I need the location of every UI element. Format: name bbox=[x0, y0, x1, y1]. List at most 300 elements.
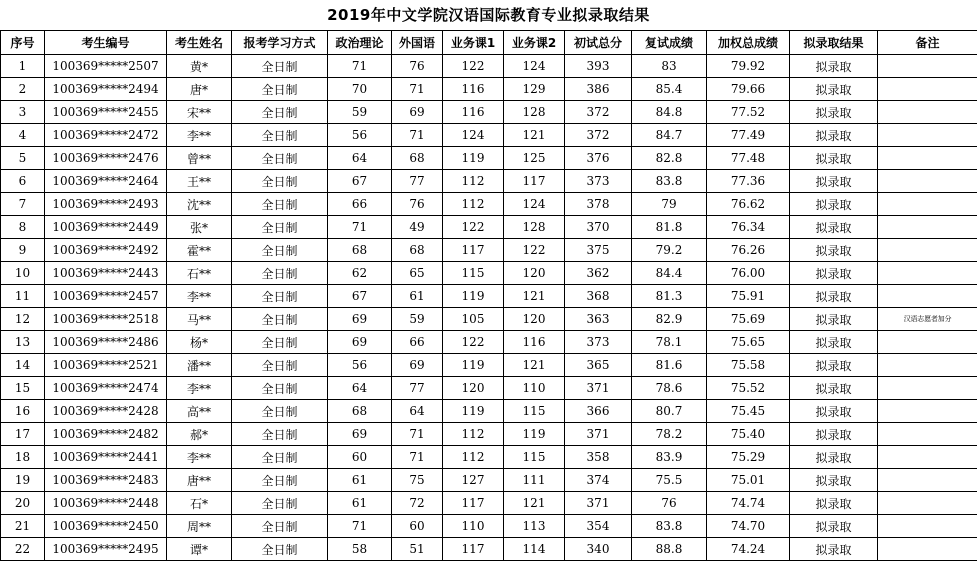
cell-retest-score: 83 bbox=[632, 55, 707, 78]
cell-foreign-lang: 68 bbox=[392, 239, 443, 262]
cell-retest-score: 83.8 bbox=[632, 515, 707, 538]
cell-foreign-lang: 64 bbox=[392, 400, 443, 423]
cell-exam-id: 100369*****2495 bbox=[45, 538, 167, 561]
cell-seq: 5 bbox=[1, 147, 45, 170]
cell-weighted-total: 77.52 bbox=[707, 101, 790, 124]
cell-seq: 6 bbox=[1, 170, 45, 193]
cell-result: 拟录取 bbox=[790, 492, 878, 515]
cell-prelim-total: 371 bbox=[565, 423, 632, 446]
cell-study-mode: 全日制 bbox=[232, 331, 328, 354]
cell-result: 拟录取 bbox=[790, 239, 878, 262]
cell-politics: 64 bbox=[328, 377, 392, 400]
cell-subject1: 117 bbox=[443, 492, 504, 515]
cell-seq: 11 bbox=[1, 285, 45, 308]
cell-seq: 12 bbox=[1, 308, 45, 331]
cell-remarks bbox=[878, 170, 977, 193]
table-row bbox=[1, 78, 977, 101]
cell-weighted-total: 76.26 bbox=[707, 239, 790, 262]
cell-foreign-lang: 77 bbox=[392, 170, 443, 193]
cell-politics: 66 bbox=[328, 193, 392, 216]
table-row bbox=[1, 239, 977, 262]
cell-study-mode: 全日制 bbox=[232, 446, 328, 469]
cell-seq: 4 bbox=[1, 124, 45, 147]
cell-retest-score: 81.8 bbox=[632, 216, 707, 239]
header-col-foreign-lang: 外国语 bbox=[392, 31, 443, 55]
cell-foreign-lang: 60 bbox=[392, 515, 443, 538]
cell-result: 拟录取 bbox=[790, 308, 878, 331]
table-row bbox=[1, 170, 977, 193]
cell-weighted-total: 75.45 bbox=[707, 400, 790, 423]
cell-retest-score: 82.8 bbox=[632, 147, 707, 170]
cell-foreign-lang: 75 bbox=[392, 469, 443, 492]
cell-study-mode: 全日制 bbox=[232, 78, 328, 101]
cell-subject1: 122 bbox=[443, 216, 504, 239]
table-row bbox=[1, 55, 977, 78]
cell-remarks bbox=[878, 124, 977, 147]
cell-result: 拟录取 bbox=[790, 216, 878, 239]
cell-name: 张* bbox=[167, 216, 232, 239]
cell-weighted-total: 77.36 bbox=[707, 170, 790, 193]
header-row bbox=[1, 31, 977, 55]
cell-retest-score: 78.6 bbox=[632, 377, 707, 400]
cell-foreign-lang: 49 bbox=[392, 216, 443, 239]
cell-foreign-lang: 66 bbox=[392, 331, 443, 354]
cell-subject2: 121 bbox=[504, 124, 565, 147]
table-row bbox=[1, 423, 977, 446]
cell-study-mode: 全日制 bbox=[232, 216, 328, 239]
cell-remarks: 汉语志愿者加分 bbox=[878, 308, 977, 331]
cell-retest-score: 82.9 bbox=[632, 308, 707, 331]
cell-study-mode: 全日制 bbox=[232, 124, 328, 147]
cell-remarks bbox=[878, 193, 977, 216]
cell-remarks bbox=[878, 538, 977, 561]
cell-name: 李** bbox=[167, 124, 232, 147]
cell-subject2: 116 bbox=[504, 331, 565, 354]
cell-retest-score: 79 bbox=[632, 193, 707, 216]
cell-remarks bbox=[878, 331, 977, 354]
cell-name: 高** bbox=[167, 400, 232, 423]
cell-politics: 56 bbox=[328, 124, 392, 147]
cell-prelim-total: 375 bbox=[565, 239, 632, 262]
cell-subject2: 122 bbox=[504, 239, 565, 262]
cell-politics: 60 bbox=[328, 446, 392, 469]
cell-weighted-total: 75.29 bbox=[707, 446, 790, 469]
cell-study-mode: 全日制 bbox=[232, 469, 328, 492]
cell-weighted-total: 76.34 bbox=[707, 216, 790, 239]
cell-weighted-total: 75.52 bbox=[707, 377, 790, 400]
cell-retest-score: 84.7 bbox=[632, 124, 707, 147]
cell-weighted-total: 75.58 bbox=[707, 354, 790, 377]
cell-weighted-total: 77.48 bbox=[707, 147, 790, 170]
cell-result: 拟录取 bbox=[790, 446, 878, 469]
cell-subject2: 128 bbox=[504, 101, 565, 124]
cell-study-mode: 全日制 bbox=[232, 262, 328, 285]
cell-remarks bbox=[878, 216, 977, 239]
header-col-remarks: 备注 bbox=[878, 31, 977, 55]
cell-exam-id: 100369*****2483 bbox=[45, 469, 167, 492]
cell-politics: 61 bbox=[328, 492, 392, 515]
table-row bbox=[1, 285, 977, 308]
cell-result: 拟录取 bbox=[790, 354, 878, 377]
cell-subject1: 116 bbox=[443, 101, 504, 124]
cell-politics: 71 bbox=[328, 55, 392, 78]
cell-study-mode: 全日制 bbox=[232, 492, 328, 515]
cell-remarks bbox=[878, 446, 977, 469]
cell-retest-score: 88.8 bbox=[632, 538, 707, 561]
header-col-result: 拟录取结果 bbox=[790, 31, 878, 55]
cell-exam-id: 100369*****2441 bbox=[45, 446, 167, 469]
cell-retest-score: 81.3 bbox=[632, 285, 707, 308]
table-row bbox=[1, 515, 977, 538]
cell-weighted-total: 74.74 bbox=[707, 492, 790, 515]
cell-subject2: 125 bbox=[504, 147, 565, 170]
cell-politics: 69 bbox=[328, 331, 392, 354]
cell-prelim-total: 362 bbox=[565, 262, 632, 285]
cell-subject2: 124 bbox=[504, 193, 565, 216]
cell-name: 马** bbox=[167, 308, 232, 331]
header-col-retest-score: 复试成绩 bbox=[632, 31, 707, 55]
cell-name: 谭* bbox=[167, 538, 232, 561]
cell-retest-score: 83.8 bbox=[632, 170, 707, 193]
header-col-politics: 政治理论 bbox=[328, 31, 392, 55]
cell-name: 沈** bbox=[167, 193, 232, 216]
table-row bbox=[1, 469, 977, 492]
cell-remarks bbox=[878, 101, 977, 124]
cell-politics: 67 bbox=[328, 285, 392, 308]
cell-weighted-total: 79.92 bbox=[707, 55, 790, 78]
cell-retest-score: 76 bbox=[632, 492, 707, 515]
cell-seq: 10 bbox=[1, 262, 45, 285]
cell-name: 石* bbox=[167, 492, 232, 515]
cell-foreign-lang: 71 bbox=[392, 78, 443, 101]
cell-subject2: 124 bbox=[504, 55, 565, 78]
cell-exam-id: 100369*****2518 bbox=[45, 308, 167, 331]
header-col-subject1: 业务课1 bbox=[443, 31, 504, 55]
cell-subject1: 122 bbox=[443, 55, 504, 78]
cell-subject1: 112 bbox=[443, 446, 504, 469]
cell-subject1: 127 bbox=[443, 469, 504, 492]
header-col-prelim-total: 初试总分 bbox=[565, 31, 632, 55]
cell-exam-id: 100369*****2486 bbox=[45, 331, 167, 354]
cell-prelim-total: 371 bbox=[565, 377, 632, 400]
cell-subject2: 115 bbox=[504, 446, 565, 469]
cell-subject2: 121 bbox=[504, 285, 565, 308]
cell-exam-id: 100369*****2443 bbox=[45, 262, 167, 285]
cell-retest-score: 84.4 bbox=[632, 262, 707, 285]
cell-prelim-total: 370 bbox=[565, 216, 632, 239]
cell-subject2: 129 bbox=[504, 78, 565, 101]
table-row bbox=[1, 216, 977, 239]
cell-study-mode: 全日制 bbox=[232, 239, 328, 262]
table-row bbox=[1, 262, 977, 285]
cell-subject2: 115 bbox=[504, 400, 565, 423]
cell-subject1: 119 bbox=[443, 285, 504, 308]
cell-subject1: 117 bbox=[443, 538, 504, 561]
cell-politics: 69 bbox=[328, 308, 392, 331]
cell-prelim-total: 378 bbox=[565, 193, 632, 216]
cell-subject1: 122 bbox=[443, 331, 504, 354]
cell-result: 拟录取 bbox=[790, 55, 878, 78]
cell-seq: 18 bbox=[1, 446, 45, 469]
cell-retest-score: 85.4 bbox=[632, 78, 707, 101]
table-body bbox=[1, 55, 977, 561]
table-row bbox=[1, 193, 977, 216]
cell-study-mode: 全日制 bbox=[232, 147, 328, 170]
cell-weighted-total: 76.00 bbox=[707, 262, 790, 285]
cell-subject2: 120 bbox=[504, 262, 565, 285]
cell-name: 黄* bbox=[167, 55, 232, 78]
table-row bbox=[1, 101, 977, 124]
cell-subject1: 119 bbox=[443, 147, 504, 170]
cell-subject2: 119 bbox=[504, 423, 565, 446]
cell-study-mode: 全日制 bbox=[232, 377, 328, 400]
header-col-name: 考生姓名 bbox=[167, 31, 232, 55]
cell-prelim-total: 376 bbox=[565, 147, 632, 170]
cell-seq: 19 bbox=[1, 469, 45, 492]
cell-retest-score: 78.1 bbox=[632, 331, 707, 354]
cell-remarks bbox=[878, 515, 977, 538]
table-row bbox=[1, 446, 977, 469]
cell-seq: 22 bbox=[1, 538, 45, 561]
table-row bbox=[1, 147, 977, 170]
cell-name: 曾** bbox=[167, 147, 232, 170]
table-row bbox=[1, 400, 977, 423]
cell-remarks bbox=[878, 147, 977, 170]
cell-name: 霍** bbox=[167, 239, 232, 262]
cell-study-mode: 全日制 bbox=[232, 400, 328, 423]
cell-remarks bbox=[878, 492, 977, 515]
cell-subject1: 105 bbox=[443, 308, 504, 331]
cell-retest-score: 80.7 bbox=[632, 400, 707, 423]
table-row bbox=[1, 354, 977, 377]
cell-politics: 71 bbox=[328, 515, 392, 538]
cell-result: 拟录取 bbox=[790, 285, 878, 308]
cell-name: 周** bbox=[167, 515, 232, 538]
cell-result: 拟录取 bbox=[790, 538, 878, 561]
cell-exam-id: 100369*****2457 bbox=[45, 285, 167, 308]
cell-remarks bbox=[878, 285, 977, 308]
cell-name: 唐* bbox=[167, 78, 232, 101]
cell-seq: 13 bbox=[1, 331, 45, 354]
cell-result: 拟录取 bbox=[790, 377, 878, 400]
cell-name: 李** bbox=[167, 377, 232, 400]
cell-remarks bbox=[878, 354, 977, 377]
cell-subject2: 121 bbox=[504, 354, 565, 377]
cell-subject1: 112 bbox=[443, 193, 504, 216]
cell-seq: 21 bbox=[1, 515, 45, 538]
cell-prelim-total: 373 bbox=[565, 331, 632, 354]
cell-subject2: 110 bbox=[504, 377, 565, 400]
cell-remarks bbox=[878, 377, 977, 400]
cell-prelim-total: 373 bbox=[565, 170, 632, 193]
header-col-exam-id: 考生编号 bbox=[45, 31, 167, 55]
table-row bbox=[1, 308, 977, 331]
cell-subject2: 111 bbox=[504, 469, 565, 492]
cell-subject2: 114 bbox=[504, 538, 565, 561]
cell-exam-id: 100369*****2472 bbox=[45, 124, 167, 147]
cell-subject2: 121 bbox=[504, 492, 565, 515]
cell-result: 拟录取 bbox=[790, 147, 878, 170]
cell-study-mode: 全日制 bbox=[232, 515, 328, 538]
cell-politics: 61 bbox=[328, 469, 392, 492]
cell-exam-id: 100369*****2449 bbox=[45, 216, 167, 239]
cell-foreign-lang: 68 bbox=[392, 147, 443, 170]
cell-prelim-total: 386 bbox=[565, 78, 632, 101]
cell-foreign-lang: 71 bbox=[392, 446, 443, 469]
cell-retest-score: 78.2 bbox=[632, 423, 707, 446]
cell-foreign-lang: 65 bbox=[392, 262, 443, 285]
cell-weighted-total: 75.65 bbox=[707, 331, 790, 354]
cell-result: 拟录取 bbox=[790, 331, 878, 354]
cell-politics: 58 bbox=[328, 538, 392, 561]
cell-weighted-total: 75.91 bbox=[707, 285, 790, 308]
header-col-weighted-total: 加权总成绩 bbox=[707, 31, 790, 55]
cell-politics: 71 bbox=[328, 216, 392, 239]
results-table bbox=[0, 30, 977, 561]
cell-subject1: 124 bbox=[443, 124, 504, 147]
cell-foreign-lang: 76 bbox=[392, 193, 443, 216]
cell-name: 潘** bbox=[167, 354, 232, 377]
cell-politics: 68 bbox=[328, 400, 392, 423]
cell-prelim-total: 374 bbox=[565, 469, 632, 492]
cell-study-mode: 全日制 bbox=[232, 170, 328, 193]
cell-name: 李** bbox=[167, 285, 232, 308]
page-title: 2019年中文学院汉语国际教育专业拟录取结果 bbox=[327, 6, 650, 24]
cell-seq: 9 bbox=[1, 239, 45, 262]
cell-weighted-total: 79.66 bbox=[707, 78, 790, 101]
cell-exam-id: 100369*****2492 bbox=[45, 239, 167, 262]
cell-result: 拟录取 bbox=[790, 193, 878, 216]
cell-seq: 20 bbox=[1, 492, 45, 515]
cell-prelim-total: 371 bbox=[565, 492, 632, 515]
table-row bbox=[1, 124, 977, 147]
cell-seq: 15 bbox=[1, 377, 45, 400]
cell-weighted-total: 75.01 bbox=[707, 469, 790, 492]
cell-foreign-lang: 69 bbox=[392, 101, 443, 124]
cell-exam-id: 100369*****2428 bbox=[45, 400, 167, 423]
cell-subject1: 110 bbox=[443, 515, 504, 538]
cell-seq: 16 bbox=[1, 400, 45, 423]
cell-weighted-total: 74.70 bbox=[707, 515, 790, 538]
cell-weighted-total: 75.40 bbox=[707, 423, 790, 446]
cell-subject2: 113 bbox=[504, 515, 565, 538]
cell-prelim-total: 372 bbox=[565, 101, 632, 124]
cell-retest-score: 81.6 bbox=[632, 354, 707, 377]
cell-name: 唐** bbox=[167, 469, 232, 492]
cell-prelim-total: 366 bbox=[565, 400, 632, 423]
cell-result: 拟录取 bbox=[790, 78, 878, 101]
cell-study-mode: 全日制 bbox=[232, 538, 328, 561]
cell-prelim-total: 368 bbox=[565, 285, 632, 308]
cell-remarks bbox=[878, 262, 977, 285]
cell-retest-score: 75.5 bbox=[632, 469, 707, 492]
cell-subject1: 119 bbox=[443, 354, 504, 377]
cell-remarks bbox=[878, 469, 977, 492]
cell-name: 宋** bbox=[167, 101, 232, 124]
cell-name: 郝* bbox=[167, 423, 232, 446]
cell-study-mode: 全日制 bbox=[232, 308, 328, 331]
cell-prelim-total: 363 bbox=[565, 308, 632, 331]
cell-foreign-lang: 72 bbox=[392, 492, 443, 515]
cell-subject1: 115 bbox=[443, 262, 504, 285]
cell-seq: 1 bbox=[1, 55, 45, 78]
cell-retest-score: 83.9 bbox=[632, 446, 707, 469]
cell-prelim-total: 393 bbox=[565, 55, 632, 78]
cell-result: 拟录取 bbox=[790, 469, 878, 492]
cell-subject1: 116 bbox=[443, 78, 504, 101]
cell-politics: 70 bbox=[328, 78, 392, 101]
cell-prelim-total: 358 bbox=[565, 446, 632, 469]
cell-exam-id: 100369*****2482 bbox=[45, 423, 167, 446]
cell-subject1: 112 bbox=[443, 170, 504, 193]
cell-result: 拟录取 bbox=[790, 262, 878, 285]
cell-exam-id: 100369*****2455 bbox=[45, 101, 167, 124]
cell-subject2: 128 bbox=[504, 216, 565, 239]
cell-foreign-lang: 51 bbox=[392, 538, 443, 561]
table-row bbox=[1, 492, 977, 515]
cell-seq: 14 bbox=[1, 354, 45, 377]
cell-prelim-total: 372 bbox=[565, 124, 632, 147]
cell-seq: 17 bbox=[1, 423, 45, 446]
cell-politics: 56 bbox=[328, 354, 392, 377]
cell-exam-id: 100369*****2521 bbox=[45, 354, 167, 377]
cell-result: 拟录取 bbox=[790, 124, 878, 147]
cell-politics: 67 bbox=[328, 170, 392, 193]
cell-study-mode: 全日制 bbox=[232, 285, 328, 308]
cell-politics: 64 bbox=[328, 147, 392, 170]
cell-result: 拟录取 bbox=[790, 423, 878, 446]
cell-remarks bbox=[878, 400, 977, 423]
header-col-subject2: 业务课2 bbox=[504, 31, 565, 55]
cell-seq: 2 bbox=[1, 78, 45, 101]
header-col-seq: 序号 bbox=[1, 31, 45, 55]
cell-result: 拟录取 bbox=[790, 400, 878, 423]
cell-prelim-total: 365 bbox=[565, 354, 632, 377]
table-row bbox=[1, 538, 977, 561]
cell-foreign-lang: 59 bbox=[392, 308, 443, 331]
cell-study-mode: 全日制 bbox=[232, 354, 328, 377]
cell-politics: 68 bbox=[328, 239, 392, 262]
cell-name: 石** bbox=[167, 262, 232, 285]
cell-subject1: 112 bbox=[443, 423, 504, 446]
cell-seq: 3 bbox=[1, 101, 45, 124]
cell-weighted-total: 75.69 bbox=[707, 308, 790, 331]
cell-exam-id: 100369*****2493 bbox=[45, 193, 167, 216]
cell-exam-id: 100369*****2494 bbox=[45, 78, 167, 101]
cell-exam-id: 100369*****2476 bbox=[45, 147, 167, 170]
cell-subject1: 120 bbox=[443, 377, 504, 400]
cell-study-mode: 全日制 bbox=[232, 55, 328, 78]
cell-foreign-lang: 71 bbox=[392, 124, 443, 147]
cell-result: 拟录取 bbox=[790, 170, 878, 193]
cell-foreign-lang: 71 bbox=[392, 423, 443, 446]
cell-exam-id: 100369*****2448 bbox=[45, 492, 167, 515]
cell-prelim-total: 354 bbox=[565, 515, 632, 538]
cell-remarks bbox=[878, 78, 977, 101]
cell-weighted-total: 77.49 bbox=[707, 124, 790, 147]
cell-foreign-lang: 76 bbox=[392, 55, 443, 78]
cell-foreign-lang: 69 bbox=[392, 354, 443, 377]
cell-foreign-lang: 77 bbox=[392, 377, 443, 400]
cell-prelim-total: 340 bbox=[565, 538, 632, 561]
cell-name: 李** bbox=[167, 446, 232, 469]
cell-subject1: 119 bbox=[443, 400, 504, 423]
cell-study-mode: 全日制 bbox=[232, 423, 328, 446]
cell-name: 王** bbox=[167, 170, 232, 193]
cell-politics: 69 bbox=[328, 423, 392, 446]
cell-remarks bbox=[878, 239, 977, 262]
cell-weighted-total: 74.24 bbox=[707, 538, 790, 561]
